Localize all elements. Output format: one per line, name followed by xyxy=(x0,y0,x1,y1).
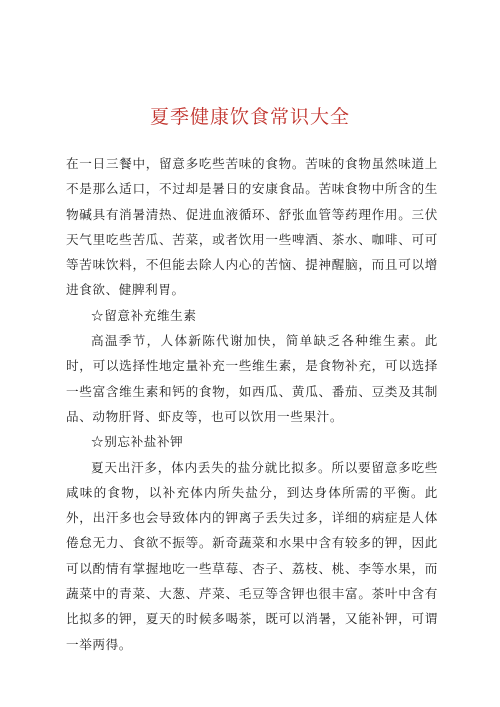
paragraph-salt-potassium: 夏天出汗多，体内丢失的盐分就比拟多。所以要留意多吃些咸味的食物，以补充体内所失盐分，到达身体所需的平衡。此外，出汗多也会导致体内的钾离子丢失过多，详细的病症是人体倦怠无力、食欲不振等。新奇蔬菜和水果中含有较多的钾，因此可以酌情有掌握地吃一些草莓、杏子、荔枝、桃、李等水果，而蔬菜中的青菜、大葱、芹菜、毛豆等含钾也很丰富。茶叶中含有比拟多的钾，夏天的时候多喝茶，既可以消暑，又能补钾，可谓一举两得。 xyxy=(66,459,438,652)
document-title: 夏季健康饮食常识大全 xyxy=(149,106,350,128)
paragraph-bitter-food: 在一日三餐中，留意多吃些苦味的食物。苦味的食物虽然味道上不是那么适口，不过却是暑日的安康食品。苦味食物中所含的生物碱具有消暑清热、促进血液循环、舒张血管等药理作用。三伏天气里吃些苦瓜、苦菜，或者饮用一些啤酒、茶水、咖啡、可可等苦味饮料，不但能去除人内心的苦恼、提神醒脑，而且可以增进食欲、健脾利胃。 xyxy=(66,156,438,298)
paragraph-vitamins: 高温季节，人体新陈代谢加快，简单缺乏各种维生素。此时，可以选择性地定量补充一些维生素，是食物补充，可以选择一些富含维生素和钙的食物，如西瓜、黄瓜、番茄、豆类及其制品、动物肝肾、虾皮等，也可以饮用一些果汁。 xyxy=(66,333,438,424)
document-body xyxy=(66,151,438,657)
section-heading-vitamins: ☆留意补充维生素 xyxy=(91,307,197,323)
section-heading-salt-potassium: ☆别忘补盐补钾 xyxy=(91,434,184,450)
